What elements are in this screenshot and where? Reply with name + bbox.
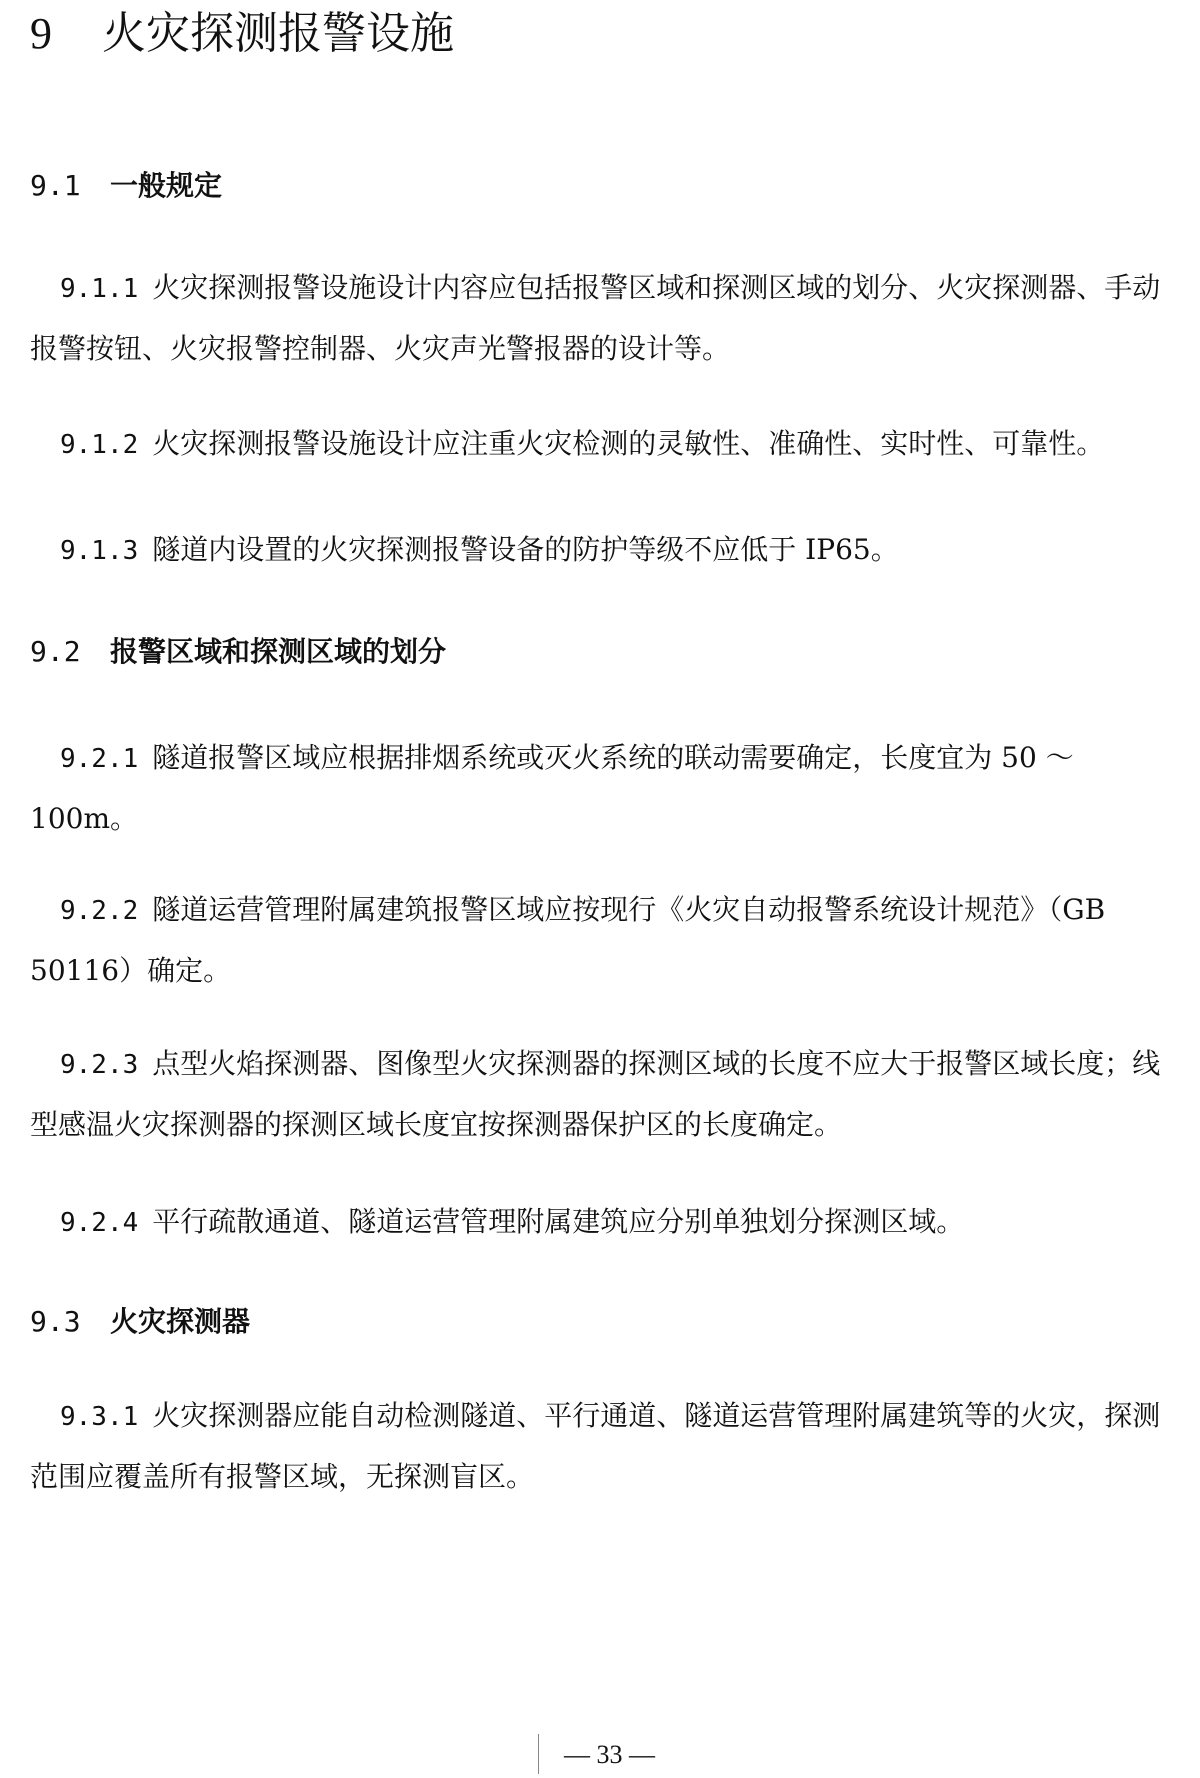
clause-text: 点型火焰探测器、图像型火灾探测器的探测区域的长度不应大于报警区域长度；线型感温火灾探测器的探测区域长度宜按探测器保护区的长度确定。 <box>30 1047 1161 1141</box>
clause-9-3-1 <box>30 1386 1170 1507</box>
chapter-title-text: 火灾探测报警设施 <box>102 8 454 59</box>
clause-text: 隧道报警区域应根据排烟系统或灭火系统的联动需要确定，长度宜为 50 ～ 100m。 <box>30 741 1074 835</box>
section-number: 9.1 <box>30 169 81 202</box>
chapter-number: 9 <box>30 9 52 58</box>
section-title: 火灾探测器 <box>110 1305 251 1338</box>
page-footer <box>0 1734 1200 1778</box>
section-title: 报警区域和探测区域的划分 <box>110 635 447 668</box>
chapter-title <box>30 4 454 64</box>
section-number: 9.2 <box>30 635 81 668</box>
clause-9-2-2 <box>30 880 1170 1001</box>
clause-number: 9.1.2 <box>60 430 139 460</box>
clause-number: 9.1.1 <box>60 274 139 304</box>
clause-number: 9.2.4 <box>60 1208 139 1238</box>
section-heading-9-2 <box>30 632 446 672</box>
clause-text: 平行疏散通道、隧道运营管理附属建筑应分别单独划分探测区域。 <box>152 1205 965 1238</box>
footer-divider <box>538 1734 539 1774</box>
clause-number: 9.1.3 <box>60 536 139 566</box>
clause-9-2-1 <box>30 728 1170 849</box>
clause-number: 9.3.1 <box>60 1402 139 1432</box>
clause-number: 9.2.2 <box>60 896 139 926</box>
section-heading-9-1 <box>30 166 222 206</box>
clause-text: 火灾探测报警设施设计内容应包括报警区域和探测区域的划分、火灾探测器、手动报警按钮、火灾报警控制器、火灾声光警报器的设计等。 <box>30 271 1161 365</box>
clause-text: 隧道内设置的火灾探测报警设备的防护等级不应低于 IP65。 <box>152 533 899 566</box>
section-heading-9-3 <box>30 1302 250 1342</box>
clause-text: 火灾探测器应能自动检测隧道、平行通道、隧道运营管理附属建筑等的火灾，探测范围应覆盖所有报警区域，无探测盲区。 <box>30 1399 1161 1493</box>
clause-9-1-2 <box>30 414 1170 475</box>
section-number: 9.3 <box>30 1305 81 1338</box>
section-title: 一般规定 <box>110 169 223 202</box>
clause-text: 火灾探测报警设施设计应注重火灾检测的灵敏性、准确性、实时性、可靠性。 <box>152 427 1105 460</box>
clause-9-1-1 <box>30 258 1170 379</box>
clause-9-1-3 <box>30 520 1170 581</box>
clause-9-2-3 <box>30 1034 1170 1155</box>
page-number: — 33 — <box>564 1740 655 1769</box>
clause-text: 隧道运营管理附属建筑报警区域应按现行《火灾自动报警系统设计规范》（GB 50116）确定。 <box>30 893 1106 987</box>
clause-number: 9.2.3 <box>60 1050 139 1080</box>
clause-9-2-4 <box>30 1192 1170 1253</box>
clause-number: 9.2.1 <box>60 744 139 774</box>
